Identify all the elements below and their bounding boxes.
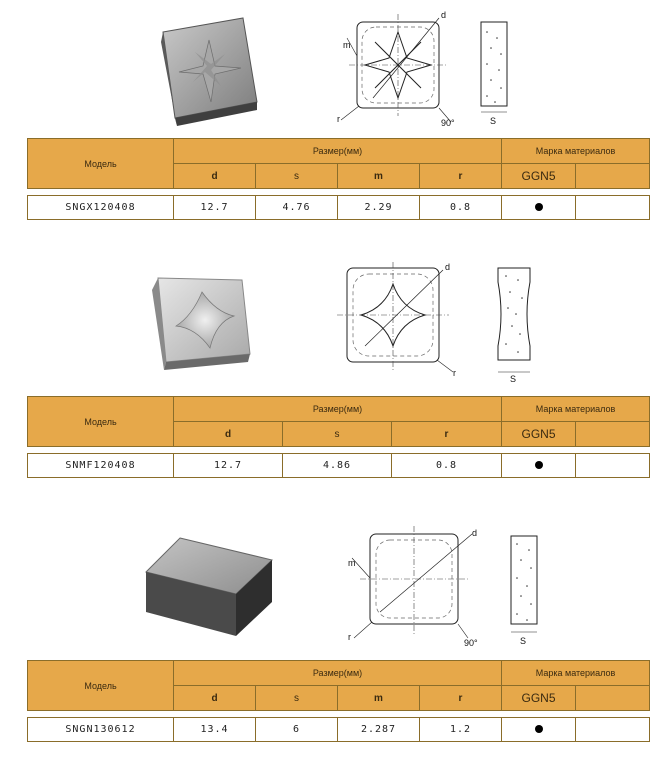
brand-name: GGN5 xyxy=(502,164,576,189)
brand-header: Марка материалов xyxy=(502,397,650,422)
dim-label-m: m xyxy=(348,558,356,568)
col-m: m xyxy=(338,686,420,711)
model-header: Модель xyxy=(28,397,174,447)
insert-drawing-sngn xyxy=(340,526,480,648)
dim-label-r: r xyxy=(453,368,456,378)
col-s: s xyxy=(283,422,392,447)
insert-drawing-snmf xyxy=(325,262,465,382)
model-name: SNMF120408 xyxy=(28,454,174,478)
col-s: s xyxy=(256,686,338,711)
insert-side-view-sngx xyxy=(475,18,515,133)
value-s: 4.76 xyxy=(256,196,338,220)
insert-section-1 xyxy=(0,0,670,230)
insert-side-view-snmf xyxy=(490,264,540,384)
insert-section-3 xyxy=(0,520,670,764)
insert-drawing-sngx xyxy=(335,8,460,130)
availability-dot xyxy=(502,718,576,742)
dim-label-angle: 90° xyxy=(441,118,455,128)
brand-header: Марка материалов xyxy=(502,661,650,686)
spec-table-sngx xyxy=(27,138,650,220)
brand-name: GGN5 xyxy=(502,686,576,711)
value-s: 6 xyxy=(256,718,338,742)
col-r: r xyxy=(420,686,502,711)
value-r: 0.8 xyxy=(392,454,502,478)
model-header: Модель xyxy=(28,661,174,711)
availability-dot xyxy=(502,196,576,220)
model-name: SNGX120408 xyxy=(28,196,174,220)
col-d: d xyxy=(174,422,283,447)
size-header: Размер(мм) xyxy=(174,661,502,686)
dim-label-r: r xyxy=(337,114,340,124)
spec-table-sngn xyxy=(27,660,650,742)
insert-section-2 xyxy=(0,258,670,488)
col-d: d xyxy=(174,164,256,189)
dim-label-d: d xyxy=(445,262,451,272)
value-d: 12.7 xyxy=(174,454,283,478)
value-r: 0.8 xyxy=(420,196,502,220)
value-d: 12.7 xyxy=(174,196,256,220)
dim-label-s: S xyxy=(520,636,527,646)
col-r: r xyxy=(392,422,502,447)
spec-table-snmf xyxy=(27,396,650,478)
col-r: r xyxy=(420,164,502,189)
col-d: d xyxy=(174,686,256,711)
brand-header: Марка материалов xyxy=(502,139,650,164)
dim-label-d: d xyxy=(472,528,478,538)
col-s: s xyxy=(256,164,338,189)
value-m: 2.287 xyxy=(338,718,420,742)
model-name: SNGN130612 xyxy=(28,718,174,742)
dim-label-s: S xyxy=(490,116,497,126)
value-m: 2.29 xyxy=(338,196,420,220)
dim-label-s: S xyxy=(510,374,517,384)
availability-dot xyxy=(502,454,576,478)
dim-label-r: r xyxy=(348,632,351,642)
dim-label-m: m xyxy=(343,40,351,50)
dim-label-d: d xyxy=(441,10,447,20)
value-d: 13.4 xyxy=(174,718,256,742)
insert-render-snmf xyxy=(130,266,270,386)
dim-label-angle: 90° xyxy=(464,638,478,648)
size-header: Размер(мм) xyxy=(174,139,502,164)
value-r: 1.2 xyxy=(420,718,502,742)
brand-name: GGN5 xyxy=(502,422,576,447)
model-header: Модель xyxy=(28,139,174,189)
insert-render-sngn xyxy=(140,532,280,647)
insert-side-view-sngn xyxy=(505,532,545,652)
col-m: m xyxy=(338,164,420,189)
insert-render-sngx xyxy=(145,10,265,130)
size-header: Размер(мм) xyxy=(174,397,502,422)
value-s: 4.86 xyxy=(283,454,392,478)
